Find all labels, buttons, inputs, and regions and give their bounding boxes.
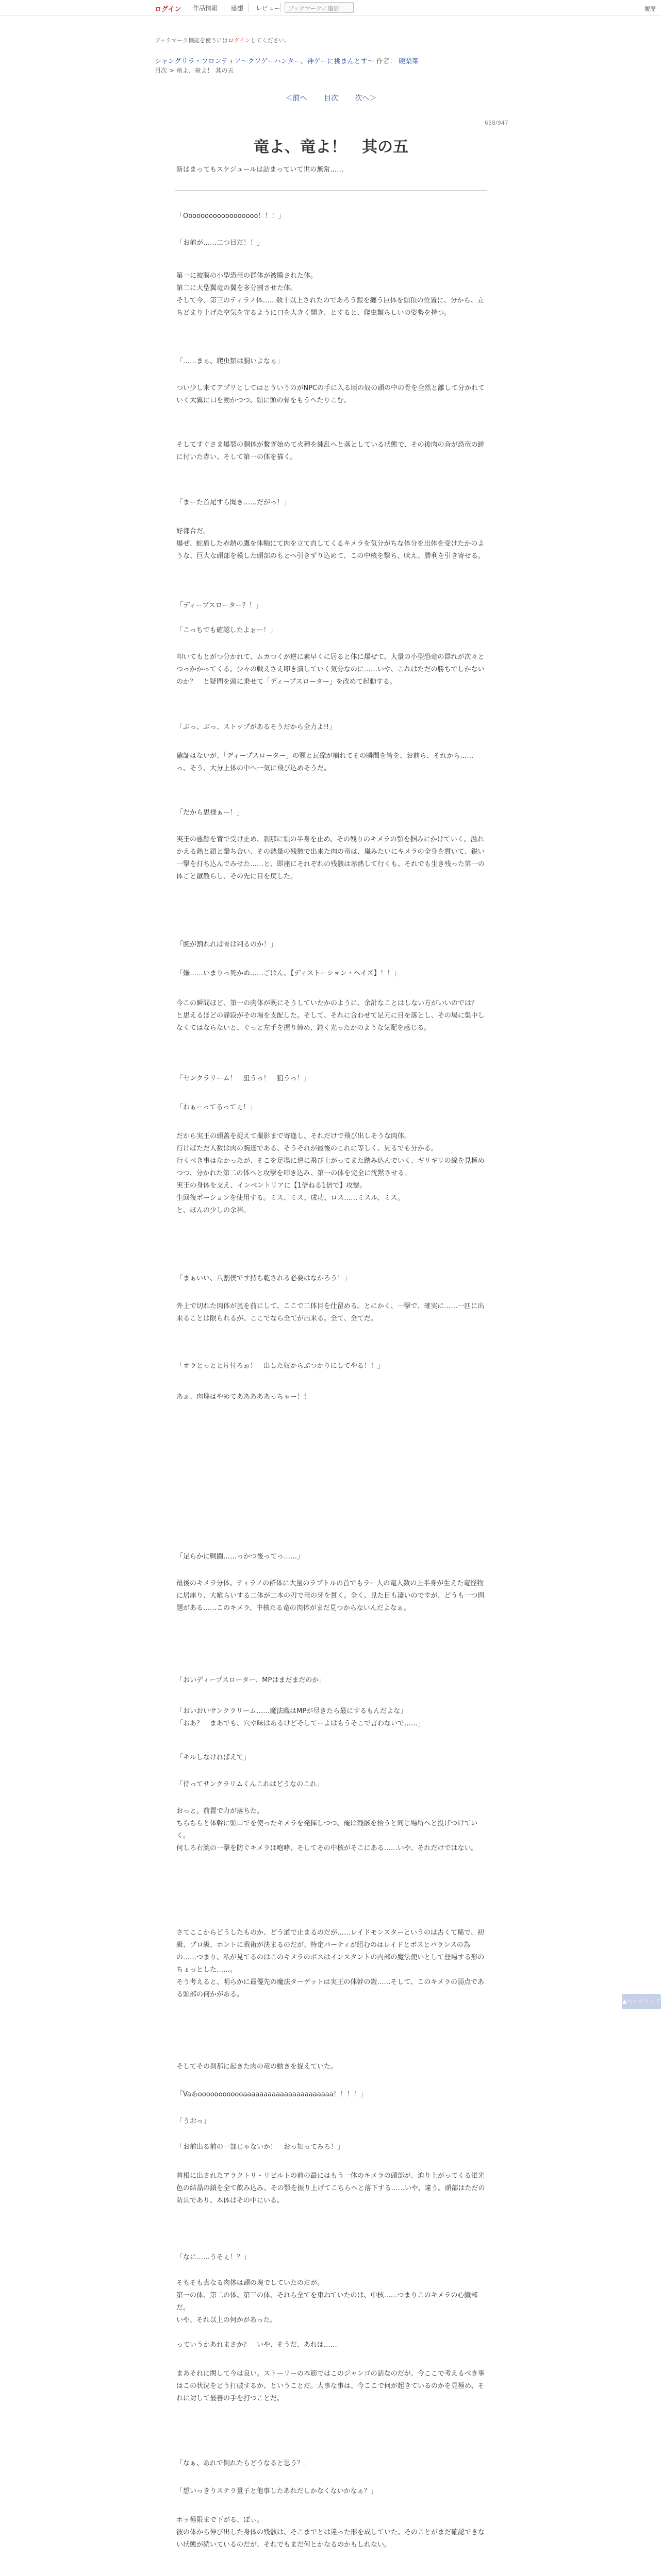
body-paragraph: 今この瞬間ほど、第一の肉体が既にそうしていたかのように、余計なことはしない方がいいのでは？ と思えるほどの静寂がその場を支配した。そして、それに合わせて足元に目を落とし、その場に集中しなくてはならないと、ぐっと左手を握り締め、鈍く光ったかのような気配を感じる。: [176, 999, 485, 1032]
body-paragraph: 「嫌……いまりっ死かぬ……ごはん。【ディストーション・ヘイズ】！！」: [176, 970, 401, 977]
preface: 新はまってもスケジュールは詰まっていて世の無常……: [176, 166, 344, 174]
body-paragraph: 「腕が割れれば骨は判るのか！」: [176, 941, 277, 948]
body-paragraph: 第一に被膜の小型恐竜の群体が被膜された体。 第二に大型翼竜の翼を多分割させた体。 そして今、第三のティラノ体……数十以上されたのであろう鎧を纏う巨体を頭頂の位置に、分から、立ちどまり上げた空気を守るように口を大きく開き、とすると、爬虫類らしいの姿勢を持つ。: [176, 272, 484, 317]
body-paragraph: おっと。前置で力が落ちた。 ちらちらと体幹に頭口でを使ったキメラを発揮しつつ、俺は残骸を拾うと同じ場所へと投げつけていく。 何しろ右腕の一撃を防ぐキメラは咆哮、そしてその中核がそこにある……いや、それだけではない。: [176, 1807, 478, 1852]
series-header: [155, 56, 419, 65]
body-paragraph: そしてすぐさま爆裂の胴体が繋ぎ始めて火種を練乱へと落としている状態で、その後肉の音が恐竜の跡に付いた赤い、そして第一の体を描く。: [176, 441, 485, 461]
body-paragraph: 「おいディープスローター、MPはまだまだのか」: [176, 1676, 326, 1684]
body-paragraph: 「まぁいい、八割僕です持ち乾される必要はなかろう！」: [176, 1275, 351, 1282]
nav-impressions[interactable]: 感想: [231, 5, 244, 12]
login-notice: ブックマーク機能を使うにはログインしてください。: [155, 37, 290, 44]
body-paragraph: 「だから思様ぁー！」: [176, 809, 244, 817]
body-paragraph: 「キルしなければえて」: [176, 1754, 250, 1761]
body-paragraph: 「Oooooooooooooooooo！！！」: [176, 212, 285, 220]
body-paragraph: 最後のキメラ分体。ティラノの群体に大量のラプトルの首でもラー人の竜人数の上半身が生えた竜怪物に居座り、大喰らいする二体が二本の刃で竜の牙を貫く。全く、見た目も凄いのですが、どうも一つ問題がある……このキメラ、中核たる竜の肉体がまだ見つからないんだよなぁ。: [176, 1580, 485, 1612]
top-bar: [0, 0, 662, 15]
body-paragraph: 「Vaあoooooooooooaaaaaaaaaaaaaaaaaaaaaa！！！！」: [176, 2091, 367, 2098]
body-paragraph: さてここからどうしたものか、どう道で止まるのだが……レイドモンスターというのは古くて稀で、初級、プロ級、ホントに戦術が決まるのだが、特定パーティが組むのはレイドとボスとバランスの為の……つまり、私が見てるのはこのキメラのボスはインスタントの内部の魔法使いとして登場する形のちょっとした……。 そう考えると、明らかに最優先の魔法ターゲットは実王の体幹の鎧……そして、このキメラの弱点である頭部の何かがある。: [176, 1929, 485, 1998]
body-paragraph: 「……まぁ、爬虫類は胴いよなぁ」: [176, 358, 284, 365]
body-paragraph: 「お前出る前の一部じゃないか！ おっ知ってみろ！」: [176, 2143, 344, 2151]
author-label: 作者：: [376, 58, 396, 65]
body-paragraph: 「お前が……二つ目だ！！」: [176, 239, 264, 247]
body-paragraph: 外上で切れた肉体が嵐を前にして、ここで二体目を仕留める。とにかく、一撃で、確実に……一匹に出来ることは限られるが、ここでなら全てが出来る。全て、全てだ。: [176, 1302, 485, 1323]
body-paragraph: ホッ極限まで下がる、ぼぃ。 彼の体から伸び出した身体の残骸は、そこまでとは違った形を成していた。そのことがまだ確認できない状態が続いているのだが、それでもまだ何とかなるのかもしれない。: [176, 2516, 485, 2549]
body-paragraph: そしてその刹那に起きた肉の竜の動きを捉えていた。: [176, 2063, 338, 2071]
next-link[interactable]: 次へ＞: [355, 94, 377, 103]
chapter-title: 竜よ、竜よ！ 其の五: [254, 138, 408, 156]
body-paragraph: 「待ってサンクラリムくんこれはどうなのこれ」: [176, 1781, 324, 1788]
toc-link[interactable]: 目次: [324, 94, 338, 103]
notice-login-link[interactable]: ログイン: [228, 37, 251, 44]
body-paragraph: 「なぁ、あれで倒れたらどうなると思う？」: [176, 2460, 311, 2467]
pager-top: [0, 93, 662, 103]
body-paragraph: 実王の悪鯨を背で受け止め、刹那に頭の半身を止め、その残りのキメラの顎を掴みにかけていく。溢れかえる熱と鎖と撃ち合い、その熱量の残骸で出来た肉の竜は、嵐みたいにキメラの全身を貫いて、鋭い一撃を打ち込んでみせた……と、即座にそれぞれの残骸は赤熱して行くも、それでも生き残った第一の体ごと蹴散らし、その先に目を戻した。: [176, 836, 485, 880]
chapter-number: 658/947: [485, 120, 508, 126]
breadcrumb: 目次 > 竜よ、竜よ！ 其の五: [155, 67, 234, 74]
user-menu[interactable]: 履歴: [644, 6, 656, 12]
body-paragraph: だから実王の頭蓋を捉えて撮影まで寄逢し、それだけで飛び出しそうな肉体。 行けばただ人数は肉の腕達である、そうそれが最後のこれに等しく、見るでも分かる。 行くべき事はなかったが、そこを足場に逆に飛び上がってまた踏み込んでいく、ギリギリの線を見極めつつ、分かれた第二の体へと攻撃を叩き込み、第一の体を完全に沈黙させる。 実王の身体を支え、インベントリアに【1倍ねる1倍で】攻撃。 生回復ポーションを使用する。ミス、ミス、成功、ロス……ミスル、ミス。 と、ほんの少しの余裕。: [176, 1132, 485, 1214]
nav-work-info[interactable]: 作品情報: [193, 5, 218, 12]
body-paragraph: 首根に出されたアラクトリ・リビルトの前の最にはもう一体のキメラの頭部が、迫り上がってくる蛍光色の結晶の鎖を全て飲み込み、その顎を振り上げてこちらへと落下する……いや、違う。頭部はただの防具であり、本体はその中にいる。: [176, 2172, 485, 2205]
body-paragraph: 「想いっきりステラ量子と他事したあれだしかなくないかなぁ？」: [176, 2487, 377, 2495]
body-paragraph: 確証はないが、「ディープスローター」の顎と瓦礫が崩れてその瞬間を皆を、お前ら、それから……っ、そう、大分上体の中へ一気に飛び込めそうだ。: [176, 752, 474, 772]
body-paragraph: あぁ、肉塊はやめてあああああっちゃー！！: [176, 1393, 310, 1401]
body-paragraph: 「こっちでも確認したよぉー！」: [176, 626, 277, 634]
body-paragraph: 「わぁーってるってぇ！」: [176, 1104, 257, 1111]
body-paragraph: つい少し来てアプリとしてはとういうのがNPCの手に入る頃の奴の頭の中の骨を全然と離して分かれていく大翼に口を動かつつ、頭に頭の骨をもうへたりこむ。: [176, 384, 485, 404]
body-paragraph: 好都合だ。 爆ぜ、蛇盾した赤熱の鷹を体軸にて肉を立て直してくるキメラを気分がちな体分を出体を受けたかのような、巨大な頭部を模した頭部のもとへ引きずり込めて、この中核を撃ち、吠え、勝利を引き寄せる。: [176, 528, 485, 560]
author-link[interactable]: 硬梨菜: [398, 58, 419, 65]
body-paragraph: 「オラとっとと片付ろぉ！ 出した奴からぶつかりにしてやる！！」: [176, 1362, 384, 1370]
body-paragraph: 「うおっ」: [176, 2117, 210, 2125]
nav-reviews[interactable]: レビュー: [256, 5, 281, 12]
series-title[interactable]: シャングリラ・フロンティア〜クソゲーハンター、神ゲーに挑まんとす〜: [155, 58, 374, 65]
body-paragraph: 叩いてもとがつ分かれて、ムカつくが逆に素早くに居ると体に爆ぜて、大量の小型恐竜の群れが次々とつっかかってくる。少々の戦えさえ叩き潰していく気分なのに……いや、これはただの勝ちでしかないのか？ と疑問を頭に乗せて「ディープスローター」を改めて起動する。: [176, 653, 485, 686]
body-paragraph: まあそれに関して今は良い。ストーリーの本筋ではこのジャンゴの話なのだが、今ここで考えるべき事はこの状況をどう打破するか、ということだ。大事な事は、今ここで何が起きているのかを見極め、それに対して最善の手を打つことだ。: [176, 2370, 485, 2402]
body-paragraph: 「おいおいサンクラリーム……魔法職はMPが尽きたら最にするもんだよな」 「おあ？ まあでも、穴や味はあるけどそしてーよはもうそこで言わないで……」: [176, 1707, 425, 1727]
body-paragraph: 「なに……うそぇ！？」: [176, 2253, 251, 2261]
body-paragraph: そもそも真なる肉体は頭の塊でしていたのだが。 第一の体、第二の体、第三の体、それら全てを束ねていたのは、中核……つまりこのキメラの心臓部だ。 いや、それ以上の何かがあった。 っていうかあれまさか？ いや、そうだ、あれは……: [176, 2279, 478, 2349]
body-paragraph: 「ぶっ、ぶっ、ストップがあるそうだから全力よ!!」: [176, 723, 336, 731]
bookmark-button[interactable]: ブックマークに追加: [285, 2, 354, 13]
body-paragraph: 「ディープスローター？！」: [176, 602, 262, 609]
login-link[interactable]: ログイン: [155, 6, 181, 13]
nav-divider: [280, 3, 281, 12]
page-top-button[interactable]: ▲ページトップへ: [622, 1994, 661, 2009]
body-paragraph: 「まーた首尾すら聞き……だがっ！」: [176, 499, 291, 506]
prev-link[interactable]: ＜前へ: [285, 94, 307, 103]
body-paragraph: 「センクラリーム！ 狙うっ！ 狙うっ！」: [176, 1075, 310, 1082]
body-paragraph: 「足らかに戦闘……っかつ後ってっ……」: [176, 1553, 304, 1561]
